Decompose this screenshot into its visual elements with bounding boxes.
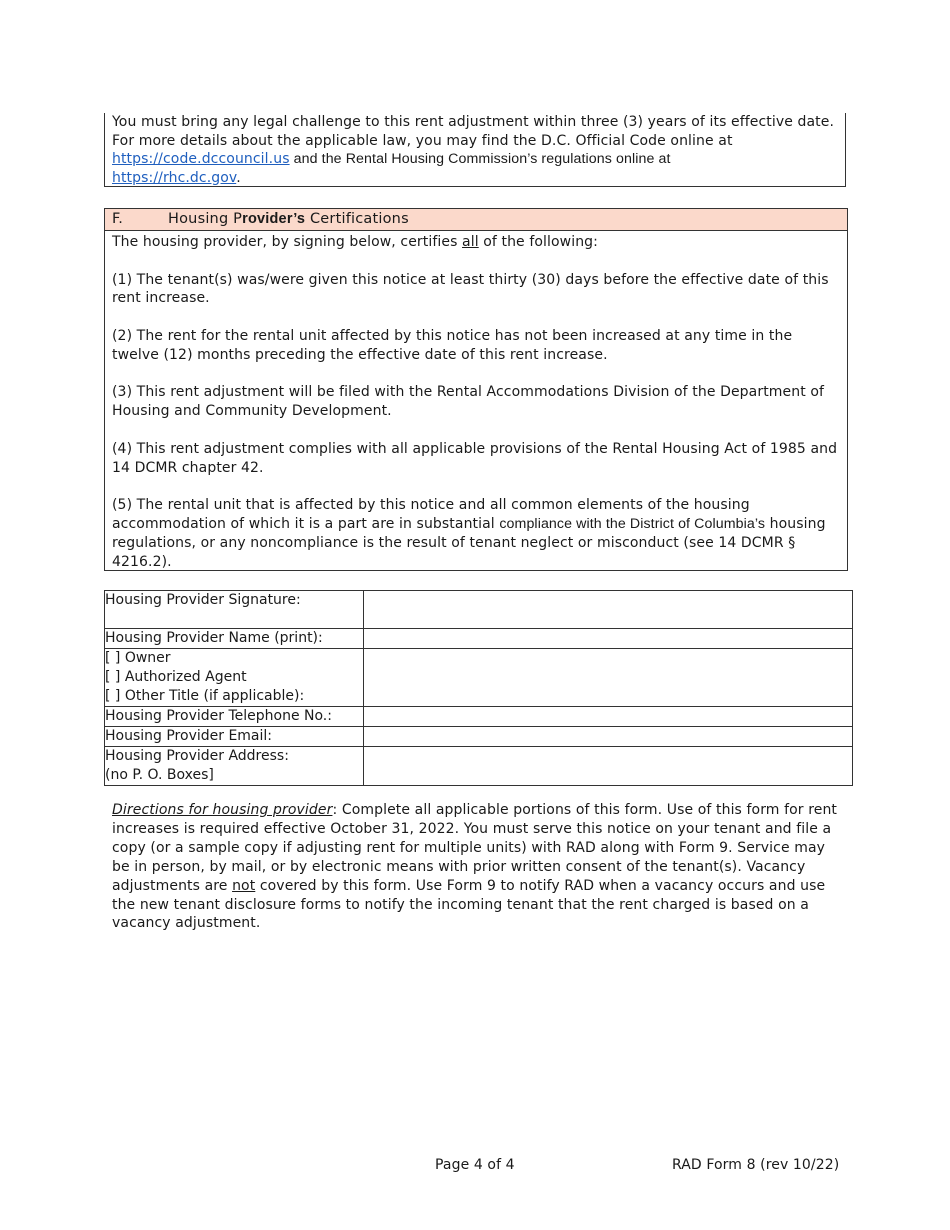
legal-notice-box [104, 113, 846, 187]
other-title-checkbox[interactable]: [ ] Other Title (if applicable): [105, 688, 305, 704]
signature-table [104, 590, 853, 786]
signature-label: Housing Provider Signature: [105, 591, 364, 629]
owner-checkbox[interactable]: [ ] Owner [105, 650, 171, 666]
address-row [105, 747, 853, 786]
name-label: Housing Provider Name (print): [105, 629, 364, 649]
legal-line-1: You must bring any legal challenge to this rent adjustment within three (3) years of its effective date. [112, 114, 835, 130]
title-options [105, 649, 364, 707]
intro-post: of the following: [478, 234, 598, 250]
dc-code-link[interactable]: https://code.dccouncil.us [112, 151, 290, 167]
section-f-body [105, 231, 847, 571]
signature-field[interactable] [364, 591, 853, 629]
legal-period: . [236, 169, 241, 186]
item-5-part-c: housing regulations, or any noncompliance is the result of tenant neglect or misconduct (see 14 DCMR § 4216.2). [112, 515, 826, 570]
address-label: Housing Provider Address: [105, 748, 289, 764]
email-row [105, 727, 853, 747]
directions-not: not [232, 877, 256, 894]
directions-text-1: Complete all applicable portions of this form. Use of this form for rent increases is required effective October 31, 2022. You must serve this notice on your tenant and file a copy (or a sample copy if adjusting rent for multiple units) with RAD along with Form 9. Service may be in person, by mail, or by electronic means with prior written consent of the tenant(s). Vacancy adjustments are [112, 802, 838, 894]
name-row [105, 629, 853, 649]
agent-checkbox[interactable]: [ ] Authorized Agent [105, 669, 247, 685]
signature-row [105, 591, 853, 629]
section-f-certifications [104, 208, 848, 571]
telephone-row [105, 707, 853, 727]
address-field[interactable] [364, 747, 853, 786]
address-note: (no P. O. Boxes] [105, 767, 214, 783]
certification-item-1: (1) The tenant(s) was/were given this notice at least thirty (30) days before the effective date of this rent increase. [112, 271, 829, 307]
legal-line-4 [112, 169, 838, 188]
title-row [105, 649, 853, 707]
email-field[interactable] [364, 727, 853, 747]
item-5-part-a: (5) The rental unit that is affected by this notice and all common elements of the housing accommodation of which it is a part are in substantial [112, 497, 750, 532]
legal-line-3-text: and the Rental Housing Commission’s regulations online at [289, 151, 671, 167]
directions-colon: : [332, 802, 338, 818]
rhc-link[interactable]: https://rhc.dc.gov [112, 169, 237, 186]
certification-item-2: (2) The rent for the rental unit affected by this notice has not been increased at any time in the twelve (12) months preceding the effective date of this rent increase. [112, 327, 793, 363]
telephone-label: Housing Provider Telephone No.: [105, 707, 364, 727]
name-field[interactable] [364, 629, 853, 649]
certification-item-5 [112, 496, 840, 571]
form-id: RAD Form 8 (rev 10/22) [672, 1157, 840, 1173]
directions-text-2: covered by this form. Use Form 9 to notify RAD when a vacancy occurs and use the new tenant disclosure forms to notify the incoming tenant that the rent charged is based on a vacancy adjustment. [112, 877, 826, 932]
directions-heading: Directions for housing provider [112, 802, 333, 818]
telephone-field[interactable] [364, 707, 853, 727]
email-label: Housing Provider Email: [105, 727, 364, 747]
intro-pre: The housing provider, by signing below, certifies [112, 234, 463, 250]
section-f-title-post: Certifications [305, 211, 409, 227]
section-f-header [105, 209, 847, 231]
legal-line-2: For more details about the applicable law, you may find the D.C. Official Code online at [112, 132, 733, 149]
intro-all: all [462, 234, 479, 250]
certification-item-3: (3) This rent adjustment will be filed with the Rental Accommodations Division of the Department of Housing and Community Development. [112, 384, 825, 420]
directions-text [112, 801, 842, 933]
page-number: Page 4 of 4 [435, 1157, 515, 1173]
title-field[interactable] [364, 649, 853, 707]
section-f-title-pre: Housing P [168, 211, 243, 227]
address-label-cell [105, 747, 364, 786]
certification-item-4: (4) This rent adjustment complies with all applicable provisions of the Rental Housing Act of 1985 and 14 DCMR chapter 42. [112, 440, 838, 476]
section-f-title-bold: rovider’s [242, 211, 306, 227]
directions-block [112, 801, 842, 933]
certification-intro [112, 233, 840, 252]
section-f-number: F. [112, 211, 124, 227]
item-5-part-b: compliance with the District of Columbia’s [499, 515, 766, 532]
legal-line-3 [112, 150, 838, 169]
